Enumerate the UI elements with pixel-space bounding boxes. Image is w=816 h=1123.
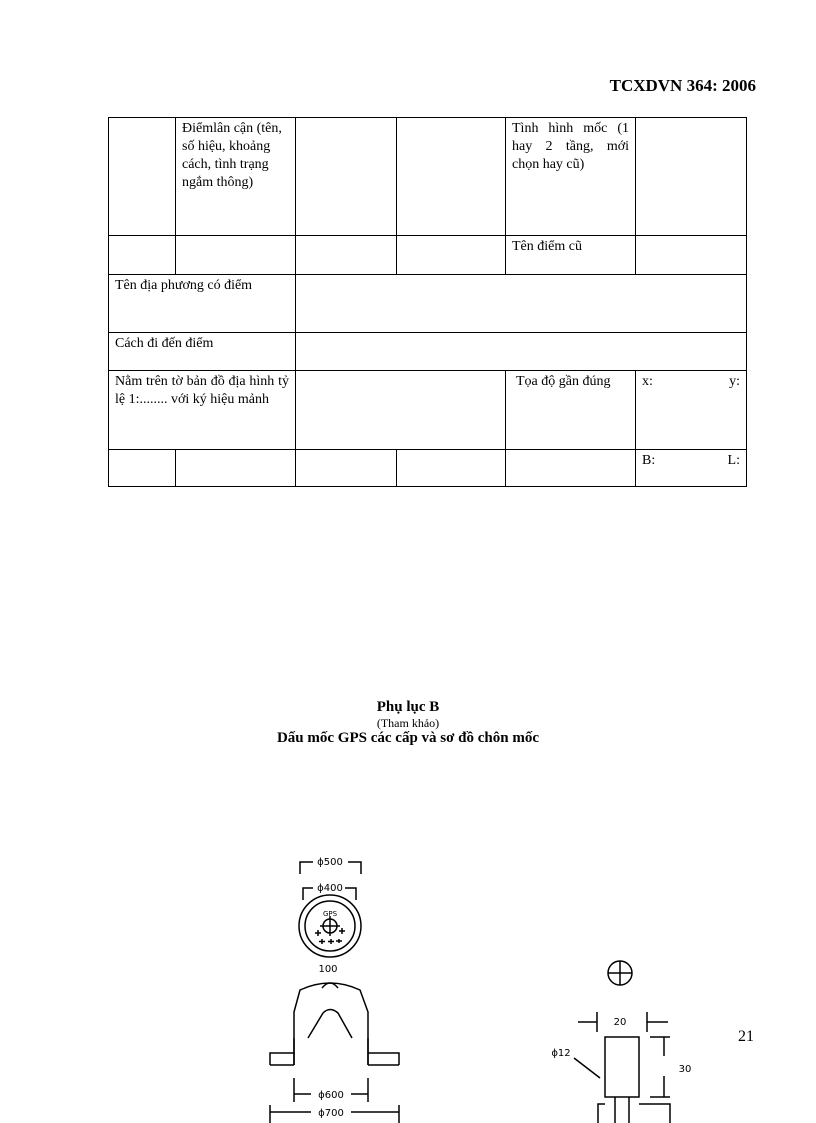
dim-30-label: 30	[678, 1064, 692, 1075]
phi400-label: ϕ400	[317, 883, 343, 894]
appendix-subtitle: (Tham khảo)	[376, 716, 440, 730]
map-sheet-label-cell: Nằm trên tờ bản đồ địa hình tỷ lệ 1:........ với ký hiệu mảnh	[109, 371, 296, 450]
table-cell	[296, 236, 397, 275]
table-cell	[506, 450, 636, 487]
y-label: y:	[729, 374, 740, 389]
gps-marker-drawing	[0, 840, 816, 1123]
phi600-label: ϕ600	[318, 1090, 344, 1101]
table-cell	[397, 118, 506, 236]
marker-status-cell: Tình hình mốc (1 hay 2 tầng, mới chọn hay cũ)	[506, 118, 636, 236]
survey-form-table	[108, 117, 747, 487]
phi12-label: ϕ12	[551, 1048, 571, 1059]
table-cell	[176, 236, 296, 275]
table-cell	[636, 236, 747, 275]
b-label: B:	[642, 453, 656, 468]
table-cell	[109, 118, 176, 236]
nearby-point-cell: Điểmlân cận (tên, số hiệu, khoảng cách, tình trạng ngắm thông)	[176, 118, 296, 236]
x-label: x:	[642, 374, 653, 389]
table-cell	[109, 236, 176, 275]
gps-marker-label: GPS	[322, 910, 338, 918]
approx-coords-cell: Tọa độ gần đúng	[506, 371, 636, 450]
standard-code: TCXDVN 364: 2006	[609, 76, 756, 95]
phi700-label: ϕ700	[318, 1108, 344, 1119]
table-cell	[296, 333, 747, 371]
base-outline	[270, 1053, 399, 1065]
dim-20-label: 20	[613, 1017, 627, 1028]
route-label-cell: Cách đi đến điểm	[109, 333, 296, 371]
table-cell	[296, 275, 747, 333]
appendix-title: Phụ lục B	[376, 699, 440, 715]
appendix-heading-text: Dấu mốc GPS các cấp và sơ đồ chôn mốc	[276, 730, 540, 746]
appendix-heading	[0, 699, 816, 747]
page-number: 21	[738, 1028, 754, 1045]
table-row	[109, 275, 747, 333]
old-point-name-cell: Tên điểm cũ	[506, 236, 636, 275]
table-row	[109, 236, 747, 275]
xy-cell	[636, 371, 747, 450]
rod-outline	[605, 1037, 639, 1097]
table-cell	[296, 371, 506, 450]
table-row	[109, 333, 747, 371]
phi500-label: ϕ500	[317, 857, 343, 868]
table-cell	[176, 450, 296, 487]
table-cell	[296, 118, 397, 236]
table-cell	[296, 450, 397, 487]
table-row	[109, 450, 747, 487]
locality-label-cell: Tên địa phương có điểm	[109, 275, 296, 333]
l-label: L:	[727, 453, 740, 468]
table-cell	[109, 450, 176, 487]
bl-cell	[636, 450, 747, 487]
table-cell	[397, 450, 506, 487]
table-row	[109, 118, 747, 236]
marker-inner-outline	[308, 1010, 352, 1039]
phi12-leader	[574, 1058, 600, 1078]
dim-100-label: 100	[318, 964, 338, 975]
table-cell	[397, 236, 506, 275]
table-cell	[636, 118, 747, 236]
table-row	[109, 371, 747, 450]
